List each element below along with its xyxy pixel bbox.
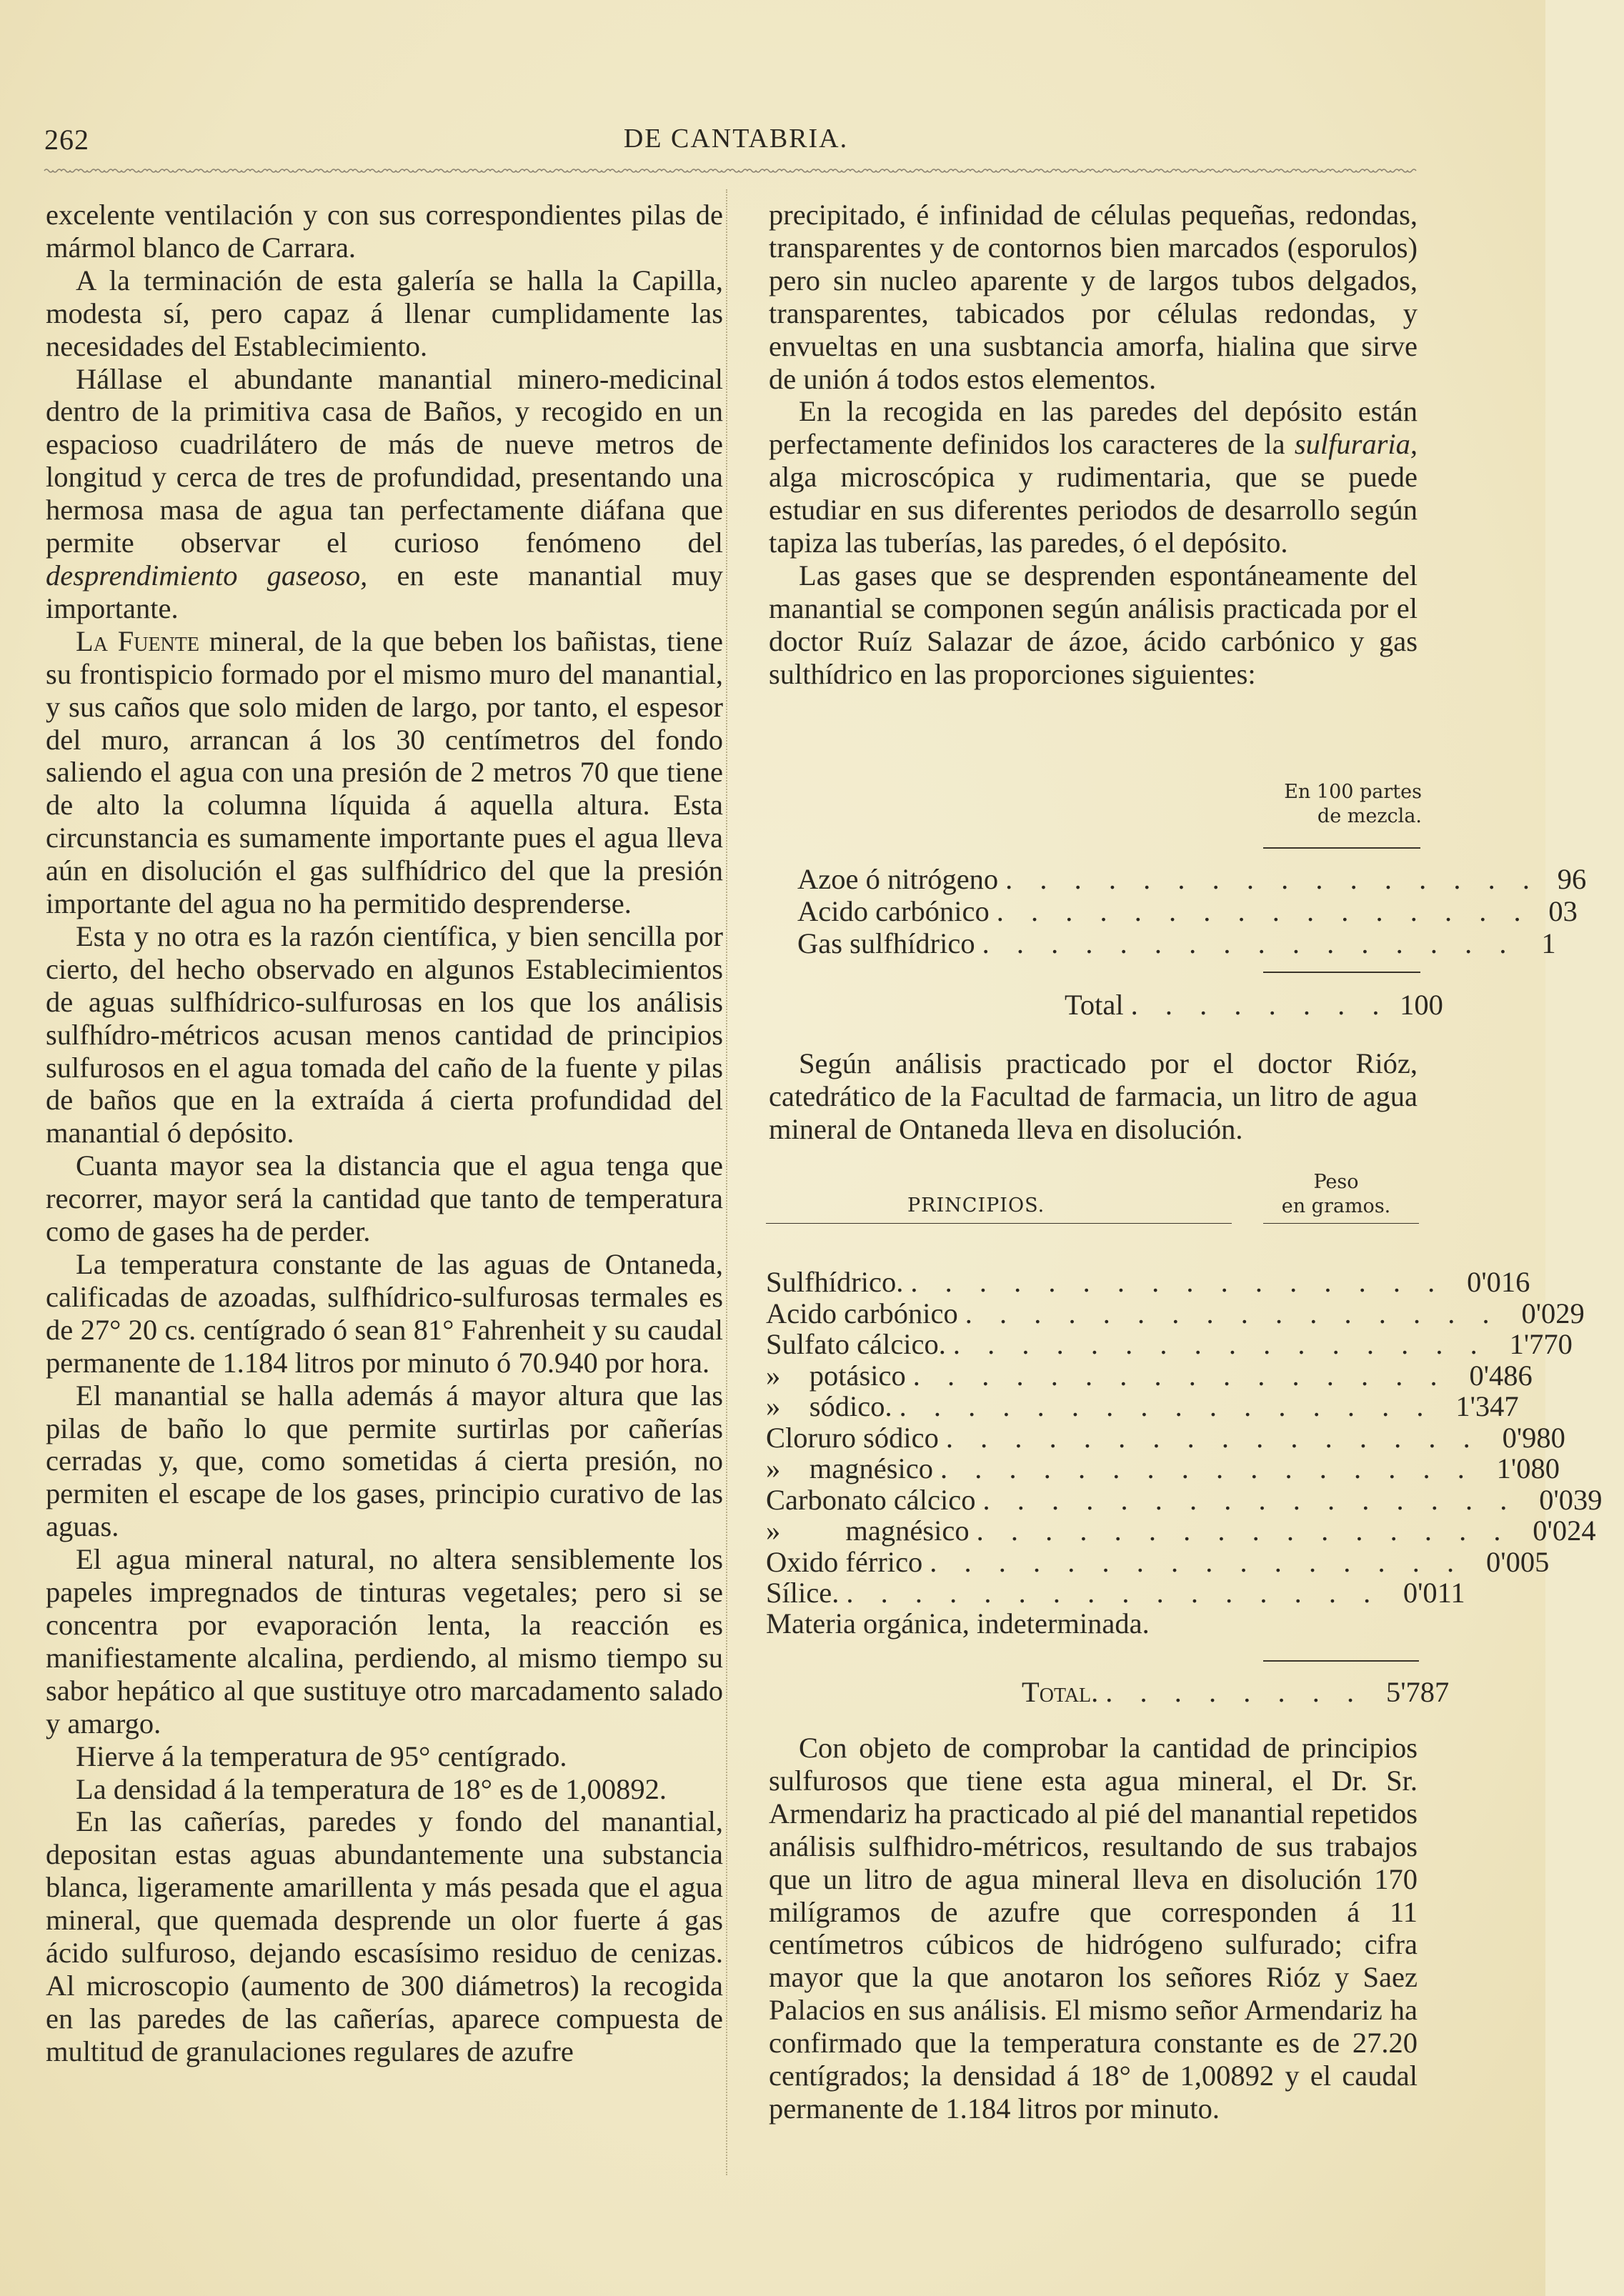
row-value: 1'080	[1496, 1452, 1560, 1484]
principios-total-row	[1022, 1676, 1450, 1708]
row-value: 96	[1557, 863, 1587, 895]
table-row	[766, 1483, 1603, 1516]
paragraph: excelente ventilación y con sus correspondientes pilas de mármol blanco de Carrara.	[46, 199, 723, 264]
table-row	[766, 1421, 1565, 1454]
row-label: Acido carbónico	[766, 1297, 958, 1329]
row-label: Azoe ó nitrógeno	[797, 863, 999, 895]
dot-leader: . . . . . . . .	[1105, 1676, 1365, 1708]
table-row	[766, 1514, 1596, 1547]
dot-leader: . . . . . . . . . . . . . . . .	[846, 1577, 1381, 1609]
row-label: » potásico	[766, 1359, 906, 1392]
row-value: 0'980	[1502, 1421, 1565, 1454]
row-value: 0'005	[1486, 1545, 1550, 1578]
row-value: 03	[1548, 895, 1578, 927]
wavy-rule	[44, 166, 1410, 176]
paragraph	[46, 363, 723, 625]
dot-leader: . . . . . . . . . . . . . . . .	[965, 1297, 1500, 1329]
total-value: 100	[1400, 989, 1443, 1021]
total-label: Total	[1065, 989, 1124, 1021]
table-note: Materia orgánica, indeterminada.	[766, 1607, 1150, 1639]
dot-leader: . . . . . . . . . . . . . . . .	[940, 1452, 1475, 1484]
running-title: DE CANTABRIA.	[623, 124, 849, 154]
paragraph: El manantial se halla además á mayor altura que las pilas de baño lo que permite surtirlas por cañerías cerradas y, que, como sometidas á cierta presión, no permiten el escape de los gases, principio curativo de las aguas.	[46, 1379, 723, 1543]
paragraph: Hierve á la temperatura de 95° centígrado.	[76, 1740, 567, 1772]
row-label: » sódico.	[766, 1390, 892, 1422]
table-row	[797, 863, 1587, 895]
dot-leader: . . . . . . . . . . . . . . . .	[1005, 863, 1540, 895]
row-label: Sulfhídrico.	[766, 1266, 904, 1298]
table-rule	[1263, 847, 1420, 849]
dot-leader: . . . . . . . . . . . . . . . .	[899, 1390, 1434, 1422]
paragraph: La densidad á la temperatura de 18° es de 1,00892.	[76, 1772, 667, 1805]
paragraph	[46, 625, 723, 920]
dot-leader: . . . . . . . . . . . . . . . .	[952, 1328, 1488, 1360]
paragraph: El agua mineral natural, no altera sensiblemente los papeles impregnados de tinturas vegetales; pero si se concentra por evaporación lenta, la reacción es manifiestamente alcalina, perdiendo, al mismo tiempo su sabor hepático al que sustituye otro marcadamento salado y amargo.	[46, 1543, 723, 1740]
paragraph: La temperatura constante de las aguas de Ontaneda, calificadas de azoadas, sulfhídrico-sulfurosas termales es de 27° 20 cs. centígrado ó sean 81° Fahrenheit y su caudal permanente de 1.184 litros por minuto ó 70.940 por hora.	[46, 1248, 723, 1379]
table-row	[766, 1328, 1573, 1360]
table-row	[766, 1452, 1560, 1484]
peso-header	[1257, 1170, 1415, 1219]
right-column-middle	[769, 1047, 1418, 1146]
column-separator	[726, 189, 727, 2175]
header-line: En 100 partes	[1284, 781, 1422, 803]
text: alga microscópica y rudimentaria, que se puede estudiar en sus diferentes periodos de desarrollo según tapiza las tuberías, las paredes, ó el depósito.	[769, 461, 1418, 559]
row-value: 0'029	[1521, 1297, 1585, 1329]
dot-leader: . . . . . . . . . . . . . . . .	[996, 895, 1531, 927]
table-row	[766, 1359, 1533, 1392]
table-row	[766, 1266, 1530, 1298]
total-value: 5'787	[1386, 1676, 1450, 1708]
row-value: 1'770	[1509, 1328, 1573, 1360]
italic-text: desprendimiento gaseoso,	[46, 559, 368, 592]
table-row	[766, 1545, 1550, 1578]
dot-leader: . . . . . . . . . . . . . . . .	[930, 1545, 1465, 1578]
row-value: 0'039	[1539, 1483, 1603, 1516]
table-rule	[1263, 972, 1420, 973]
dot-leader: . . . . . . . . . . . . . . . .	[982, 927, 1517, 959]
row-value: 1'347	[1455, 1390, 1519, 1422]
table-rule	[766, 1223, 1232, 1224]
table-row	[766, 1577, 1465, 1609]
right-column-top	[769, 199, 1418, 691]
row-value: 1	[1541, 927, 1556, 959]
row-label: Gas sulfhídrico	[797, 927, 975, 959]
row-label: Cloruro sódico	[766, 1421, 939, 1454]
row-label: » magnésico	[766, 1452, 933, 1484]
dot-leader: . . . . . . . . . . . . . . . .	[976, 1514, 1511, 1547]
gas-table-header	[1215, 780, 1422, 829]
row-label: Sulfato cálcico.	[766, 1328, 946, 1360]
paragraph: Las gases que se desprenden espontáneamente del manantial se componen según análisis practicada por el doctor Ruíz Salazar de ázoe, ácido carbónico y gas sulthídrico en las proporciones siguientes:	[769, 559, 1418, 690]
row-label: » magnésico	[766, 1514, 970, 1547]
paragraph: precipitado, é infinidad de células pequeñas, redondas, transparentes y de contornos bien marcados (esporulos) pero sin nucleo aparente y de largos tubos delgados, transparentes, tabicados por células redondas, y envueltas en una susbtancia amorfa, hialina que sirve de unión á todos estos elementos.	[769, 199, 1418, 395]
table-rule	[1263, 1660, 1419, 1662]
left-column	[46, 199, 723, 2068]
dot-leader: . . . . . . . . . . . . . . . .	[945, 1421, 1480, 1454]
paragraph: A la terminación de esta galería se halla la Capilla, modesta sí, pero capaz á llenar cumplidamente las necesidades del Establecimiento.	[46, 264, 723, 362]
total-label: Total.	[1022, 1676, 1099, 1708]
row-label: Acido carbónico	[797, 895, 990, 927]
row-label: Oxido férrico	[766, 1545, 923, 1578]
paragraph: Esta y no otra es la razón científica, y bien sencilla por cierto, del hecho observado en algunos Establecimientos de aguas sulfhídrico-sulfurosas en los que los análisis sulfhídro-métricos acusan menos cantidad de principios sulfurosos en el agua tomada del caño de la fuente y pilas de baños que en la extraída á cierta profundidad del manantial ó depósito.	[46, 919, 723, 1149]
row-label: Carbonato cálcico	[766, 1483, 976, 1516]
paragraph: En las cañerías, paredes y fondo del manantial, depositan estas aguas abundantemente una substancia blanca, ligeramente amarillenta y más pesada que el agua mineral, que quemada desprende un olor fuerte á gas ácido sulfuroso, dejando escasísimo residuo de cenizas. Al microscopio (aumento de 300 diámetros) la recogida en las paredes de las cañerías, aparece compuesta de multitud de granulaciones regulares de azufre	[46, 1805, 723, 2067]
paragraph	[769, 395, 1418, 559]
text: Hállase el abundante manantial minero-medicinal dentro de la primitiva casa de Baños, y recogido en un espacioso cuadrilátero de más de nueve metros de longitud y cerca de tres de profundidad, presentando una hermosa masa de agua tan perfectamente diáfana que permite observar el curioso fenómeno del	[46, 362, 723, 559]
row-value: 0'024	[1533, 1514, 1596, 1547]
table-row	[797, 895, 1578, 927]
dot-leader: . . . . . . . . . . . . . . . .	[912, 1359, 1448, 1392]
dot-leader: . . . . . . . . . . . . . . . .	[910, 1266, 1445, 1298]
text: En la recogida en las paredes del depósito están perfectamente definidos los caracteres de la	[769, 395, 1418, 461]
row-value: 0'486	[1469, 1359, 1533, 1392]
table-row	[766, 1297, 1585, 1329]
right-column-bottom	[769, 1732, 1418, 2125]
text: en este manantial muy importante.	[46, 559, 723, 624]
small-caps-text: La Fuente	[76, 624, 199, 657]
row-label: Sílice.	[766, 1577, 840, 1609]
principios-header: PRINCIPIOS.	[907, 1194, 1045, 1217]
table-rule	[1263, 1223, 1419, 1224]
table-row	[766, 1390, 1519, 1422]
row-value: 0'016	[1467, 1266, 1530, 1298]
paragraph: Según análisis practicado por el doctor Rióz, catedrático de la Facultad de farmacia, un litro de agua mineral de Ontaneda lleva en disolución.	[769, 1047, 1418, 1145]
paragraph: Con objeto de comprobar la cantidad de principios sulfurosos que tiene esta agua mineral, el Dr. Sr. Armendariz ha practicado al pié del manantial repetidos análisis sulfhidro-métricos, resultando de sus trabajos que un litro de agua mineral lleva en disolución 170 milígramos de azufre que corresponden á 11 centímetros cúbicos de hidrógeno sulfurado; cifra mayor que la que anotaron los señores Rióz y Saez Palacios en sus análisis. El mismo señor Armendariz ha confirmado que la temperatura constante es de 27.20 centígrados; la densidad á 18° de 1,00892 y el caudal permanente de 1.184 litros por minuto.	[769, 1732, 1418, 2125]
header-line: en gramos.	[1281, 1195, 1391, 1217]
page-number: 262	[44, 124, 89, 156]
header-line: de mezcla.	[1317, 805, 1422, 827]
text: mineral, de la que beben los bañistas, tiene su frontispicio formado por el mismo muro del manantial, y sus caños que solo miden de largo, por tanto, el espesor del muro, arrancan á los 30 centímetros del fondo saliendo el agua con una presión de 2 metros 70 que tiene de alto la columna líquida á aquella altura. Esta circunstancia es sumamente importante pues el agua lleva aún en disolución el gas sulfhídrico del que la presión importante del agua no ha permitido desprenderse.	[46, 624, 723, 920]
italic-text: sulfuraria,	[1294, 428, 1418, 461]
dot-leader: . . . . . . . . . . . . . . . .	[982, 1483, 1518, 1516]
row-value: 0'011	[1403, 1577, 1465, 1609]
header-line: Peso	[1313, 1171, 1359, 1193]
gas-total-row	[1065, 989, 1443, 1021]
dot-leader: . . . . . . . .	[1130, 989, 1390, 1021]
table-row	[797, 927, 1556, 959]
paragraph: Cuanta mayor sea la distancia que el agua tenga que recorrer, mayor será la cantidad que tanto de temperatura como de gases ha de perder.	[46, 1149, 723, 1248]
